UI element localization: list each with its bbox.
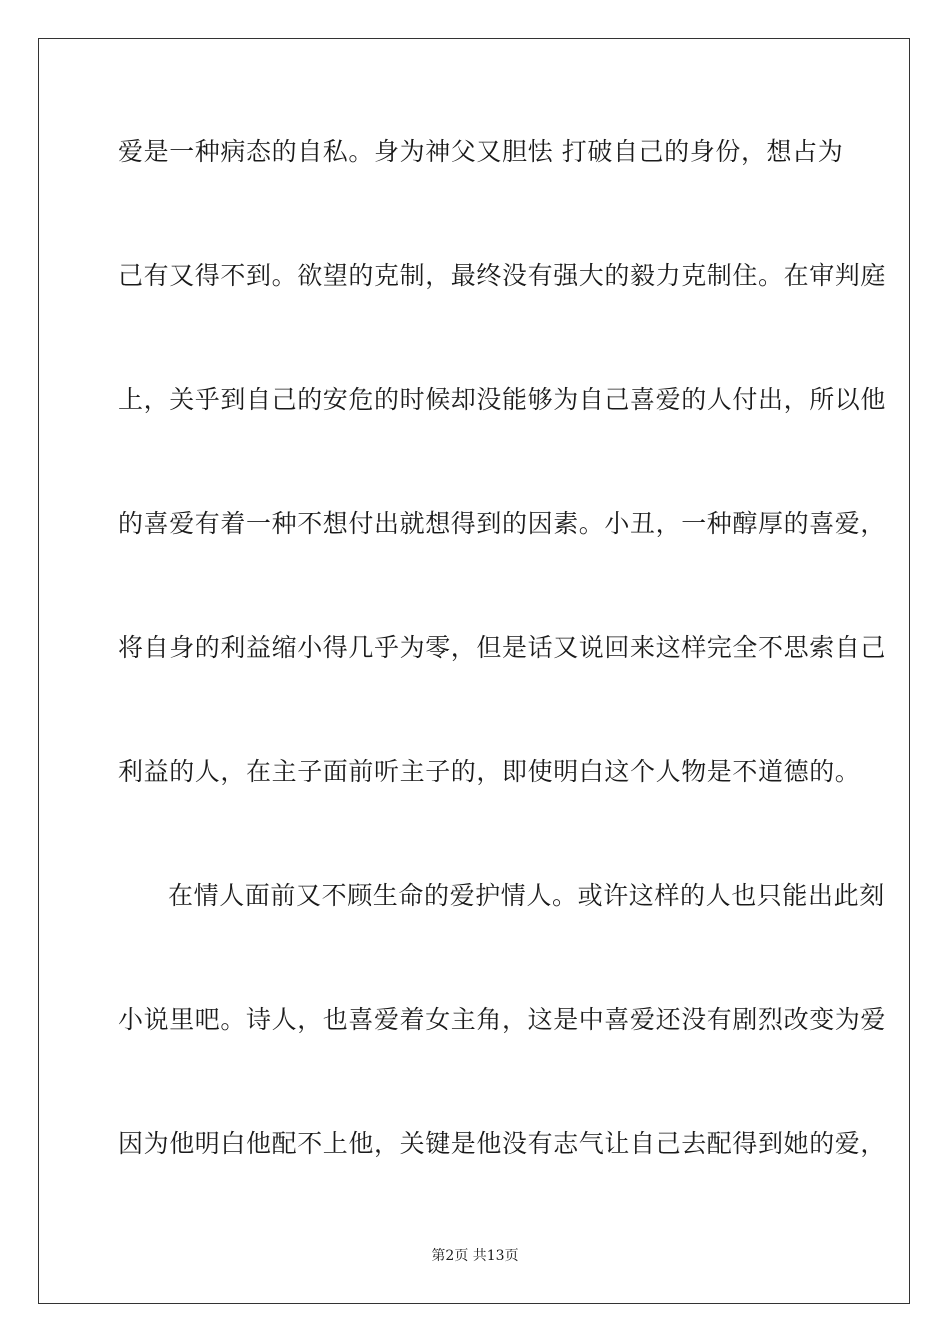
paragraph-line: 己有又得不到。欲望的克制，最终没有强大的毅力克制住。在审判庭 <box>118 261 887 290</box>
paragraph-line: 将自身的利益缩小得几乎为零，但是话又说回来这样完全不思索自己 <box>118 633 887 662</box>
paragraph-line-indented: 在情人面前又不顾生命的爱护情人。或许这样的人也只能出此刻 <box>168 881 885 910</box>
paragraph-line: 爱是一种病态的自私。身为神父又胆怯 打破自己的身份，想占为 <box>118 137 844 166</box>
paragraph-line: 的喜爱有着一种不想付出就想得到的因素。小丑，一种醇厚的喜爱， <box>118 509 887 538</box>
paragraph-line: 因为他明白他配不上他，关键是他没有志气让自己去配得到她的爱， <box>118 1129 887 1158</box>
paragraph-line: 上，关乎到自己的安危的时候却没能够为自己喜爱的人付出，所以他 <box>118 385 887 414</box>
paragraph-line: 利益的人，在主子面前听主子的，即使明白这个人物是不道德的。 <box>118 757 861 786</box>
paragraph-line: 小说里吧。诗人，也喜爱着女主角，这是中喜爱还没有剧烈改变为爱 <box>118 1005 887 1034</box>
page-number-footer: 第2页 共13页 <box>431 1248 519 1264</box>
page-border <box>38 38 910 1304</box>
